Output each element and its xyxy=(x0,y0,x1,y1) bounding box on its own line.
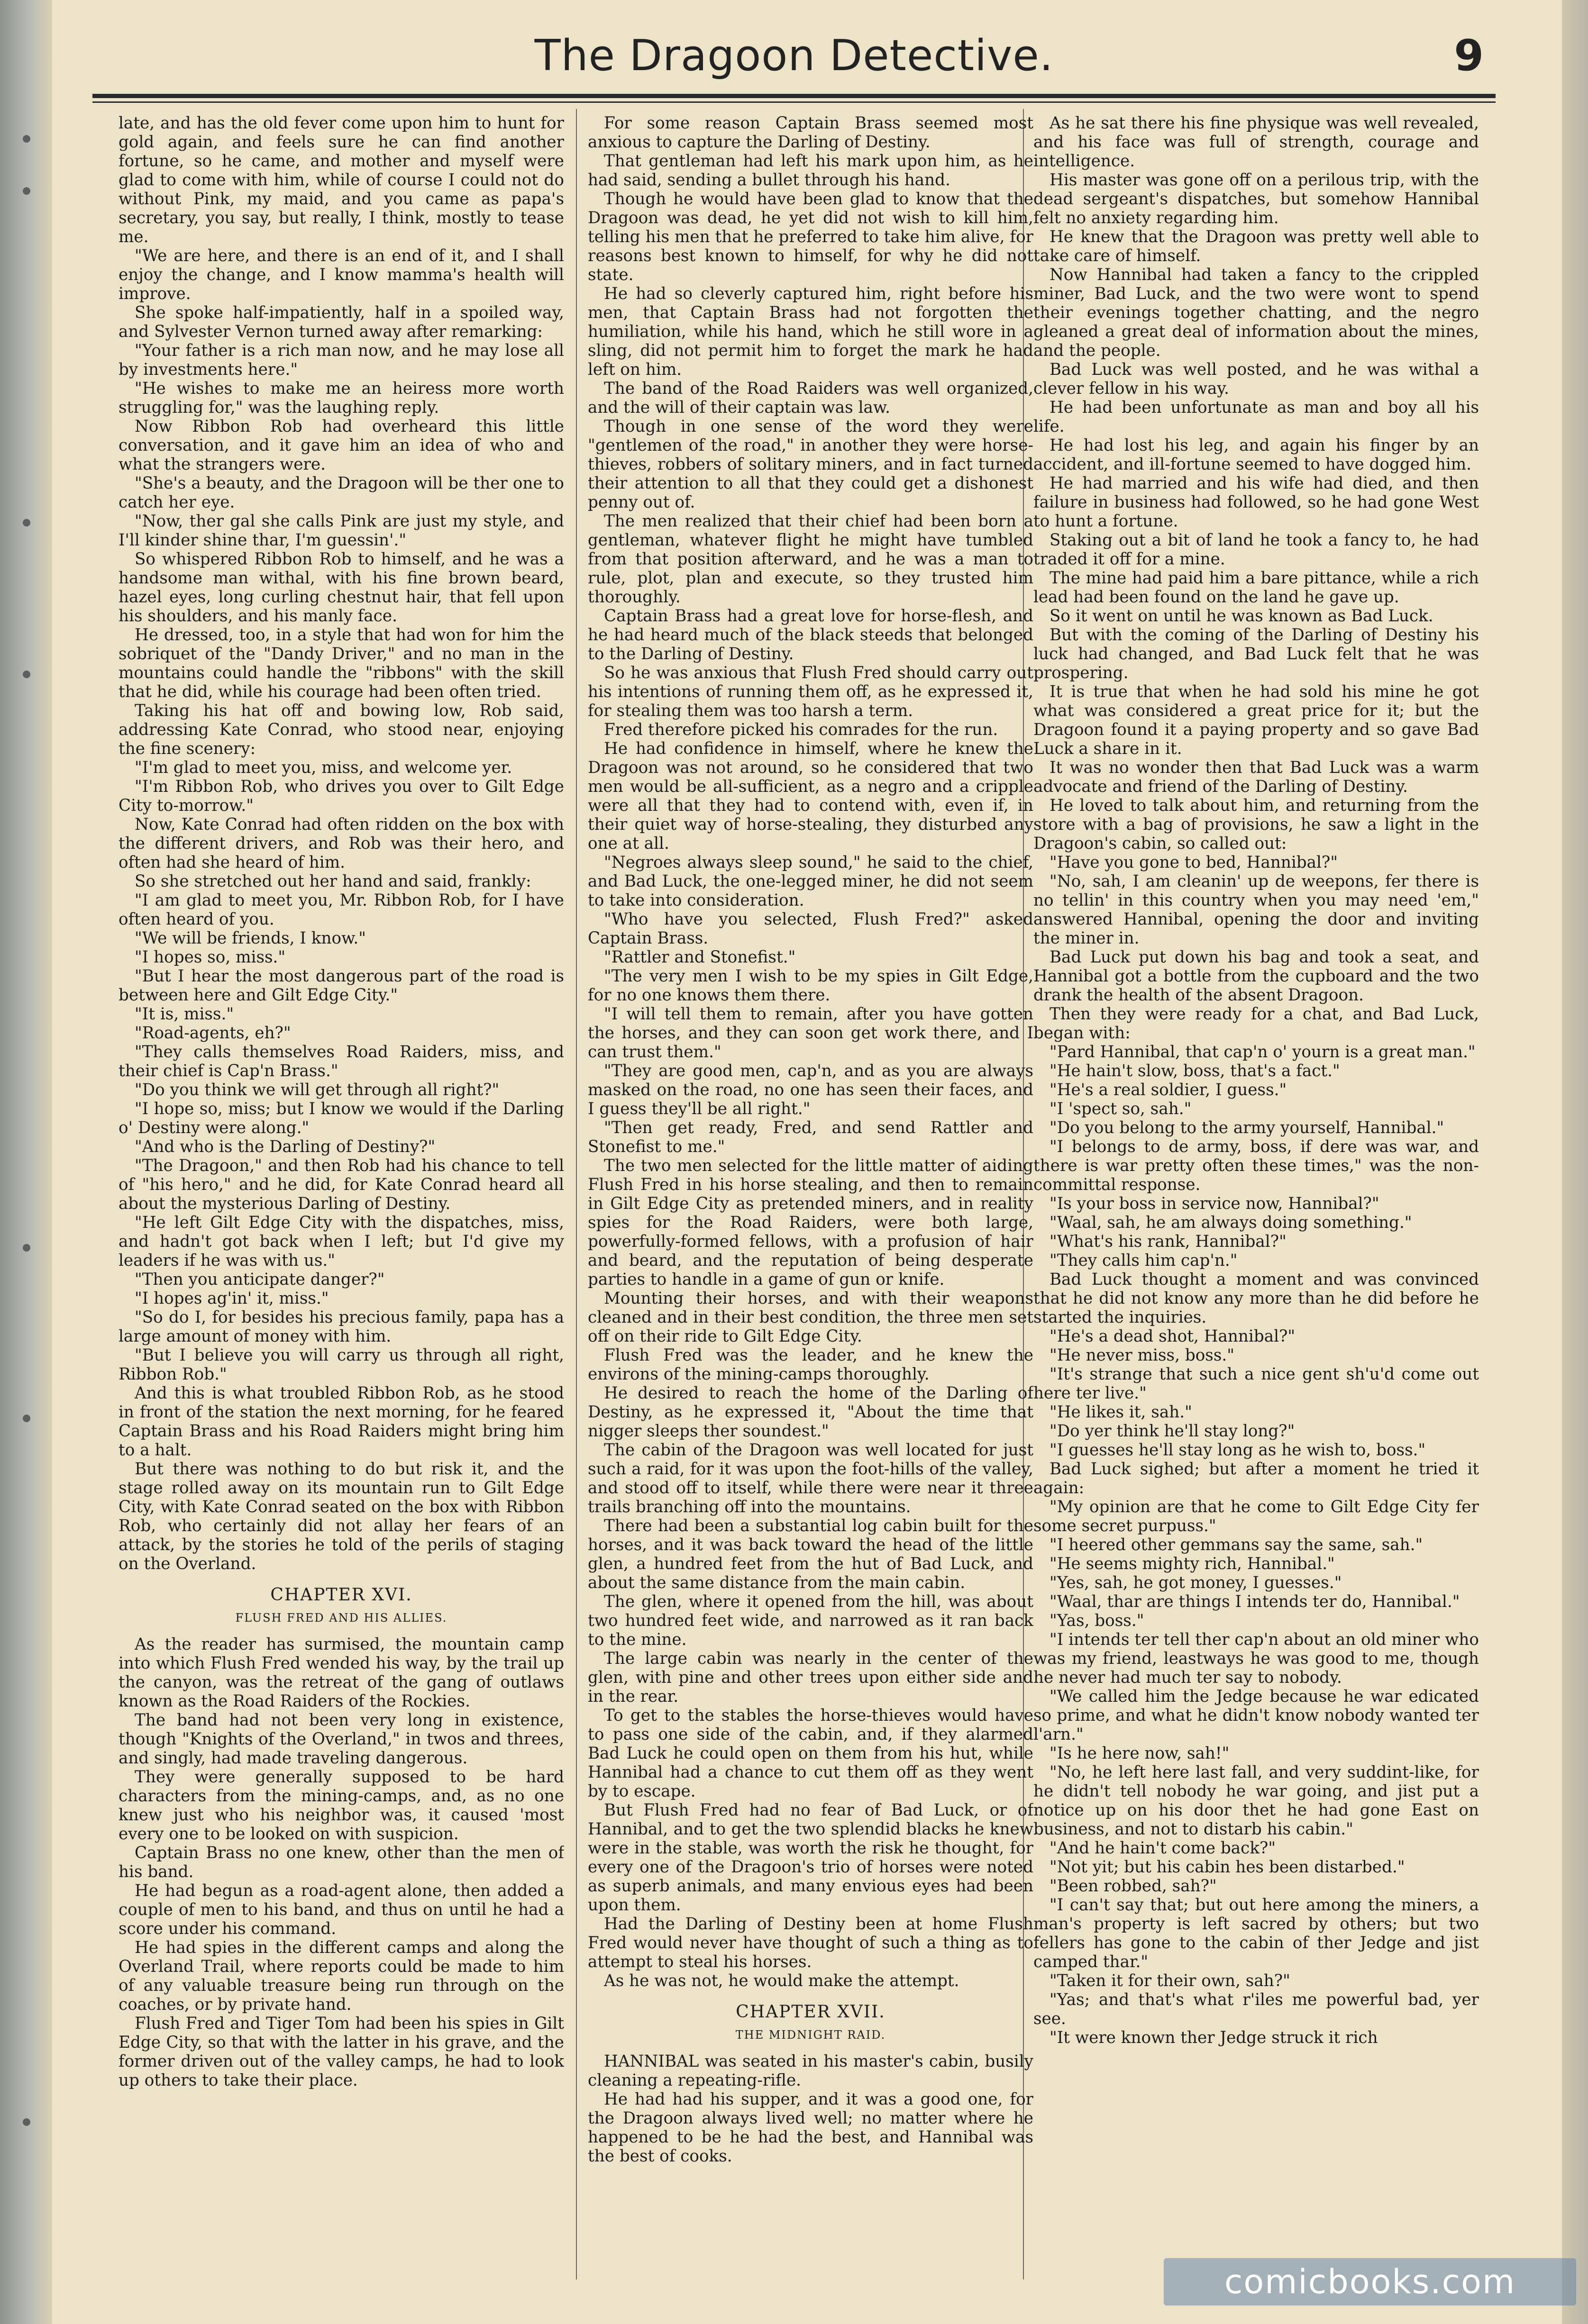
article-paragraph: "My opinion are that he come to Gilt Edge City fer some secret purpuss." xyxy=(1033,1498,1479,1535)
article-paragraph: They were generally supposed to be hard characters from the mining-camps, and, as no one knew just who his neighbor was, it caused 'most every one to be looked on with suspicion. xyxy=(119,1768,564,1843)
chapter-heading: CHAPTER XVII. xyxy=(736,2002,885,2022)
article-paragraph: Bad Luck thought a moment and was convinced that he did not know any more than he did before he started the inquiries. xyxy=(1033,1270,1479,1327)
article-paragraph: "They are good men, cap'n, and as you are always masked on the road, no one has seen their faces, and I guess they'll be all right." xyxy=(588,1062,1033,1118)
article-paragraph: "I'm Ribbon Rob, who drives you over to Gilt Edge City to-morrow." xyxy=(119,777,564,815)
article-paragraph: Though in one sense of the word they were "gentlemen of the road," in another they were horse-thieves, robbers of solitary miners, and in fact turned their attention to all that they could get a dishonest penny out of. xyxy=(588,417,1033,512)
article-paragraph: "He never miss, boss." xyxy=(1050,1346,1234,1365)
article-paragraph: "She's a beauty, and the Dragoon will be ther one to catch her eye. xyxy=(119,474,564,512)
article-paragraph: Bad Luck put down his bag and took a seat, and Hannibal got a bottle from the cupboard and the two drank the health of the absent Dragoon. xyxy=(1033,948,1479,1005)
article-paragraph: Though he would have been glad to know that the Dragoon was dead, he yet did not wish to kill him, telling his men that he preferred to take him alive, for reasons best known to himself, for why he did not state. xyxy=(588,190,1033,284)
article-paragraph: "Now, ther gal she calls Pink are just my style, and I'll kinder shine thar, I'm guessin'." xyxy=(119,512,564,550)
article-paragraph: It is true that when he had sold his mine he got what was considered a great price for it; but the Dragoon found it a paying property and so gave Bad Luck a share in it. xyxy=(1033,682,1479,758)
article-paragraph: "He hain't slow, boss, that's a fact." xyxy=(1050,1062,1340,1080)
article-paragraph: "I can't say that; but out here among the miners, a man's property is left sacred by others; but two fellers has gone to the cabin of ther Jedge and jist camped thar." xyxy=(1033,1896,1479,1971)
article-paragraph: "No, sah, I am cleanin' up de weepons, fer there is no tellin' in this country when you may need 'em," answered Hannibal, opening the door and inviting the miner in. xyxy=(1033,872,1479,948)
article-paragraph: "Yes, sah, he got money, I guesses." xyxy=(1050,1573,1342,1592)
article-paragraph: "Your father is a rich man now, and he may lose all by investments here." xyxy=(119,341,564,379)
article-paragraph: "Do you belong to the army yourself, Hannibal." xyxy=(1050,1118,1444,1137)
binding-hole xyxy=(23,1244,30,1252)
article-paragraph: Bad Luck sighed; but after a moment he tried it again: xyxy=(1033,1460,1479,1498)
page-header xyxy=(95,26,1493,97)
article-paragraph: He had been unfortunate as man and boy all his life. xyxy=(1033,398,1479,436)
binding-hole xyxy=(23,187,30,195)
article-paragraph: Fred therefore picked his comrades for the run. xyxy=(604,720,998,739)
article-paragraph: He had spies in the different camps and along the Overland Trail, where reports could be made to him of any valuable treasure being run through on the coaches, or by private hand. xyxy=(119,1938,564,2014)
article-paragraph: "Then you anticipate danger?" xyxy=(135,1270,385,1289)
article-paragraph: He had confidence in himself, where he knew the Dragoon was not around, so he considered that two men would be all-sufficient, as a negro and a cripple were all that they had to contend with, even if, in their quiet way of horse-stealing, they disturbed any one at all. xyxy=(588,739,1033,853)
column-divider xyxy=(576,109,577,2279)
article-paragraph: But there was nothing to do but risk it, and the stage rolled away on its mountain run to Gilt Edge City, with Kate Conrad seated on the box with Ribbon Rob, who certainly did not allay her fears of an attack, by the stories he told of the perils of staging on the Overland. xyxy=(119,1460,564,1573)
binding-hole xyxy=(23,671,30,678)
article-paragraph: "I guesses he'll stay long as he wish to, boss." xyxy=(1050,1441,1426,1460)
article-paragraph: The cabin of the Dragoon was well located for just such a raid, for it was upon the foot-hills of the valley, and stood off to itself, while there were near it three trails branching off into the mountains. xyxy=(588,1441,1033,1516)
chapter-subtitle: FLUSH FRED AND HIS ALLIES. xyxy=(235,1611,447,1625)
article-paragraph: "What's his rank, Hannibal?" xyxy=(1050,1232,1287,1251)
article-paragraph: "So do I, for besides his precious family, papa has a large amount of money with him. xyxy=(119,1308,564,1346)
article-paragraph: "He's a dead shot, Hannibal?" xyxy=(1050,1327,1296,1346)
article-paragraph: "He's a real soldier, I guess." xyxy=(1050,1080,1287,1099)
article-paragraph: Mounting their horses, and with their weapons cleaned and in their best condition, the three men set off on their ride to Gilt Edge City. xyxy=(588,1289,1033,1346)
article-paragraph: But Flush Fred had no fear of Bad Luck, or of Hannibal, and to get the two splendid blacks he knew were in the stable, was worth the risk he thought, for every one of the Dragoon's trio of horses were noted as superb animals, and many envious eyes had been upon them. xyxy=(588,1801,1033,1915)
article-paragraph: "Do you think we will get through all right?" xyxy=(135,1080,500,1099)
article-paragraph: He had begun as a road-agent alone, then added a couple of men to his band, and thus on until he had a score under his command. xyxy=(119,1881,564,1938)
article-paragraph: "Waal, thar are things I intends ter do, Hannibal." xyxy=(1050,1592,1460,1611)
article-paragraph: The men realized that their chief had been born a gentleman, whatever flight he might have tumbled from that position afterward, and he was a man to rule, plot, plan and execute, so they trusted him thoroughly. xyxy=(588,512,1033,607)
article-paragraph: The glen, where it opened from the hill, was about two hundred feet wide, and narrowed as it ran back to the mine. xyxy=(588,1592,1033,1649)
article-paragraph: "Is your boss in service now, Hannibal?" xyxy=(1050,1194,1379,1213)
text-column-right xyxy=(1033,114,1479,2294)
article-paragraph: He desired to reach the home of the Darling of Destiny, as he expressed it, "About the time that nigger sleeps ther soundest." xyxy=(588,1384,1033,1441)
article-paragraph: He knew that the Dragoon was pretty well able to take care of himself. xyxy=(1033,227,1479,265)
article-paragraph: HANNIBAL was seated in his master's cabin, busily cleaning a repeating-rifle. xyxy=(588,2052,1033,2090)
article-paragraph: "Road-agents, eh?" xyxy=(135,1024,291,1043)
article-paragraph: "I 'spect so, sah." xyxy=(1050,1099,1192,1118)
article-paragraph: "Then get ready, Fred, and send Rattler and Stonefist to me." xyxy=(588,1118,1033,1156)
header-rule-thin xyxy=(92,101,1496,103)
article-paragraph: "He wishes to make me an heiress more worth struggling for," was the laughing reply. xyxy=(119,379,564,417)
article-paragraph: "I belongs to de army, boss, if dere was war, and there is war pretty often these times," was the non-committal response. xyxy=(1033,1137,1479,1194)
article-paragraph: As he was not, he would make the attempt. xyxy=(604,1971,959,1990)
article-paragraph: The band had not been very long in existence, though "Knights of the Overland," in twos and threes, and singly, had made traveling dangerous. xyxy=(119,1711,564,1768)
article-paragraph: Bad Luck was well posted, and he was withal a clever fellow in his way. xyxy=(1033,360,1479,398)
article-paragraph: "They calls him cap'n." xyxy=(1050,1251,1238,1270)
article-paragraph: So she stretched out her hand and said, frankly: xyxy=(135,872,531,891)
article-paragraph: Now Hannibal had taken a fancy to the crippled miner, Bad Luck, and the two were wont to spend their evenings together chatting, and the negro gleaned a great deal of information about the mines, and the people. xyxy=(1033,265,1479,360)
article-paragraph: The mine had paid him a bare pittance, while a rich lead had been found on the land he gave up. xyxy=(1033,569,1479,607)
article-paragraph: So he was anxious that Flush Fred should carry out his intentions of running them off, as he expressed it, for stealing them was too harsh a term. xyxy=(588,663,1033,720)
article-paragraph: Taking his hat off and bowing low, Rob said, addressing Kate Conrad, who stood near, enjoying the fine scenery: xyxy=(119,701,564,758)
article-paragraph: He dressed, too, in a style that had won for him the sobriquet of the "Dandy Driver," and no man in the mountains could handle the "ribbons" with the skill that he did, while his courage had been often tried. xyxy=(119,626,564,701)
article-paragraph: "We called him the Jedge because he war edicated so prime, and what he didn't know nobody wanted ter l'arn." xyxy=(1033,1687,1479,1744)
article-paragraph: "He left Gilt Edge City with the dispatches, miss, and hadn't got back when I left; but I'd give my leaders if he was with us." xyxy=(119,1213,564,1270)
article-paragraph: "Yas, boss." xyxy=(1050,1611,1144,1630)
article-paragraph: "Not yit; but his cabin hes been distarbed." xyxy=(1050,1858,1405,1877)
article-paragraph: To get to the stables the horse-thieves would have to pass one side of the cabin, and, if they alarmed Bad Luck he could open on them from his hut, while Hannibal had a chance to cut them off as they went by to escape. xyxy=(588,1706,1033,1801)
article-paragraph: He had so cleverly captured him, right before his men, that Captain Brass had not forgotten the humiliation, while his hand, which he still wore in a sling, did not permit him to forget the mark he had left on him. xyxy=(588,284,1033,379)
text-column-middle xyxy=(588,114,1033,2294)
article-paragraph: But with the coming of the Darling of Destiny his luck had changed, and Bad Luck felt that he was prospering. xyxy=(1033,626,1479,682)
article-paragraph: "I will tell them to remain, after you have gotten the horses, and they can soon get work there, and I can trust them." xyxy=(588,1005,1033,1062)
article-paragraph: "I heered other gemmans say the same, sah." xyxy=(1050,1535,1423,1554)
article-paragraph: "I'm glad to meet you, miss, and welcome yer. xyxy=(135,758,512,777)
page-edge xyxy=(1562,0,1588,2324)
article-paragraph: "We will be friends, I know." xyxy=(135,929,366,948)
article-paragraph: "He likes it, sah." xyxy=(1050,1403,1192,1422)
article-paragraph: "The very men I wish to be my spies in Gilt Edge, for no one knows them there. xyxy=(588,967,1033,1005)
watermark-badge: comicbooks.com xyxy=(1164,2258,1576,2306)
page-number: 9 xyxy=(1454,31,1484,81)
article-paragraph: As he sat there his fine physique was well revealed, and his face was full of strength, courage and intelligence. xyxy=(1033,114,1479,171)
article-paragraph: "I intends ter tell ther cap'n about an old miner who was my friend, leastways he was good to me, though he never had much ter say to nobody. xyxy=(1033,1630,1479,1687)
text-column-left xyxy=(119,114,564,2294)
binding-hole xyxy=(23,2118,30,2126)
article-paragraph: It was no wonder then that Bad Luck was a warm advocate and friend of the Darling of Destiny. xyxy=(1033,758,1479,796)
article-paragraph: The band of the Road Raiders was well organized, and the will of their captain was law. xyxy=(588,379,1033,417)
article-paragraph: His master was gone off on a perilous trip, with the dead sergeant's dispatches, but somehow Hannibal felt no anxiety regarding him. xyxy=(1033,171,1479,227)
article-paragraph: So it went on until he was known as Bad Luck. xyxy=(1050,607,1433,626)
article-paragraph: "I hope so, miss; but I know we would if the Darling o' Destiny were along." xyxy=(119,1099,564,1137)
article-paragraph: "Pard Hannibal, that cap'n o' yourn is a great man." xyxy=(1050,1043,1476,1062)
article-paragraph: "I hopes ag'in' it, miss." xyxy=(135,1289,329,1308)
article-paragraph: "They calls themselves Road Raiders, miss, and their chief is Cap'n Brass." xyxy=(119,1043,564,1080)
article-paragraph: "We are here, and there is an end of it, and I shall enjoy the change, and I know mamma's health will improve. xyxy=(119,246,564,303)
article-paragraph: He had had his supper, and it was a good one, for the Dragoon always lived well; no matter where he happened to be he had the best, and Hannibal was the best of cooks. xyxy=(588,2090,1033,2166)
article-paragraph: "Is he here now, sah!" xyxy=(1050,1744,1230,1763)
article-paragraph: "It were known ther Jedge struck it rich xyxy=(1050,2028,1378,2047)
article-paragraph: He had married and his wife had died, and then failure in business had followed, so he had gone West to hunt a fortune. xyxy=(1033,474,1479,531)
article-paragraph: "Taken it for their own, sah?" xyxy=(1050,1971,1290,1990)
article-paragraph: Flush Fred and Tiger Tom had been his spies in Gilt Edge City, so that with the latter in his grave, and the former driven out of the valley camps, he had to look up others to take their place. xyxy=(119,2014,564,2090)
article-paragraph: He had lost his leg, and again his finger by an accident, and ill-fortune seemed to have dogged him. xyxy=(1033,436,1479,474)
article-paragraph: There had been a substantial log cabin built for the horses, and it was back toward the head of the little glen, a hundred feet from the hut of Bad Luck, and about the same distance from the main cabin. xyxy=(588,1516,1033,1592)
chapter-subtitle: THE MIDNIGHT RAID. xyxy=(735,2028,886,2042)
article-paragraph: "I hopes so, miss." xyxy=(135,948,286,967)
article-paragraph: "It is, miss." xyxy=(135,1005,234,1024)
binding-spine xyxy=(0,0,52,2324)
binding-hole xyxy=(23,519,30,527)
article-paragraph: As the reader has surmised, the mountain camp into which Flush Fred wended his way, by the trail up the canyon, was the retreat of the gang of outlaws known as the Road Raiders of the Rockies. xyxy=(119,1635,564,1711)
article-paragraph: Flush Fred was the leader, and he knew the environs of the mining-camps thoroughly. xyxy=(588,1346,1033,1384)
article-paragraph: "But I believe you will carry us through all right, Ribbon Rob." xyxy=(119,1346,564,1384)
header-rule xyxy=(92,94,1496,98)
article-paragraph: The large cabin was nearly in the center of the glen, with pine and other trees upon either side and in the rear. xyxy=(588,1649,1033,1706)
article-paragraph: late, and has the old fever come upon him to hunt for gold again, and feels sure he can find another fortune, so he came, and mother and myself were glad to come with him, while of course I could not do without Pink, my maid, and you came as papa's secretary, you say, but really, I think, mostly to tease me. xyxy=(119,114,564,246)
article-paragraph: "Yas; and that's what r'iles me powerful bad, yer see. xyxy=(1033,1990,1479,2028)
article-paragraph: "Been robbed, sah?" xyxy=(1050,1877,1217,1896)
article-paragraph: Had the Darling of Destiny been at home Flush Fred would never have thought of such a thing as to attempt to steal his horses. xyxy=(588,1915,1033,1971)
article-paragraph: That gentleman had left his mark upon him, as he had said, sending a bullet through his hand. xyxy=(588,152,1033,190)
article-paragraph: He loved to talk about him, and returning from the store with a bag of provisions, he saw a light in the Dragoon's cabin, so called out: xyxy=(1033,796,1479,853)
binding-hole xyxy=(23,135,30,143)
binding-hole xyxy=(23,1415,30,1422)
article-paragraph: Now Ribbon Rob had overheard this little conversation, and it gave him an idea of who and what the strangers were. xyxy=(119,417,564,474)
article-paragraph: Then they were ready for a chat, and Bad Luck, began with: xyxy=(1033,1005,1479,1043)
article-paragraph: "He seems mighty rich, Hannibal." xyxy=(1050,1554,1335,1573)
article-paragraph: So whispered Ribbon Rob to himself, and he was a handsome man withal, with his fine brown beard, hazel eyes, long curling chestnut hair, that fell upon his shoulders, and his manly face. xyxy=(119,550,564,626)
article-paragraph: "Have you gone to bed, Hannibal?" xyxy=(1050,853,1338,872)
article-paragraph: "No, he left here last fall, and very suddint-like, for he didn't tell nobody he war going, and jist put a notice up on his door thet he had gone East on business, and not to distarb his cabin." xyxy=(1033,1763,1479,1839)
article-paragraph: "Negroes always sleep sound," he said to the chief, and Bad Luck, the one-legged miner, he did not seem to take into consideration. xyxy=(588,853,1033,910)
article-paragraph: "Waal, sah, he am always doing something." xyxy=(1050,1213,1412,1232)
article-paragraph: For some reason Captain Brass seemed most anxious to capture the Darling of Destiny. xyxy=(588,114,1033,152)
page-title: The Dragoon Detective. xyxy=(534,31,1054,81)
article-paragraph: "And he hain't come back?" xyxy=(1050,1839,1276,1858)
article-paragraph: The two men selected for the little matter of aiding Flush Fred in his horse stealing, and then to remain in Gilt Edge City as pretended miners, and in reality spies for the Road Raiders, were both large, powerfully-formed fellows, with a profusion of hair and beard, and the reputation of being desperate parties to handle in a game of gun or knife. xyxy=(588,1156,1033,1289)
article-paragraph: And this is what troubled Ribbon Rob, as he stood in front of the station the next morning, for he feared Captain Brass and his Road Raiders might bring him to a halt. xyxy=(119,1384,564,1460)
article-paragraph: "Do yer think he'll stay long?" xyxy=(1050,1422,1295,1441)
article-paragraph: Captain Brass no one knew, other than the men of his band. xyxy=(119,1843,564,1881)
article-paragraph: "Who have you selected, Flush Fred?" asked Captain Brass. xyxy=(588,910,1033,948)
article-paragraph: Now, Kate Conrad had often ridden on the box with the different drivers, and Rob was their hero, and often had she heard of him. xyxy=(119,815,564,872)
article-paragraph: Captain Brass had a great love for horse-flesh, and he had heard much of the black steeds that belonged to the Darling of Destiny. xyxy=(588,607,1033,663)
article-paragraph: "But I hear the most dangerous part of the road is between here and Gilt Edge City." xyxy=(119,967,564,1005)
article-paragraph: Staking out a bit of land he took a fancy to, he had traded it off for a mine. xyxy=(1033,531,1479,569)
article-paragraph: "Rattler and Stonefist." xyxy=(604,948,796,967)
article-paragraph: "I am glad to meet you, Mr. Ribbon Rob, for I have often heard of you. xyxy=(119,891,564,929)
chapter-heading: CHAPTER XVI. xyxy=(270,1585,412,1605)
article-paragraph: She spoke half-impatiently, half in a spoiled way, and Sylvester Vernon turned away after remarking: xyxy=(119,303,564,341)
article-paragraph: "The Dragoon," and then Rob had his chance to tell of "his hero," and he did, for Kate Conrad heard all about the mysterious Darling of Destiny. xyxy=(119,1156,564,1213)
article-paragraph: "It's strange that such a nice gent sh'u'd come out here ter live." xyxy=(1033,1365,1479,1403)
article-paragraph: "And who is the Darling of Destiny?" xyxy=(135,1137,436,1156)
